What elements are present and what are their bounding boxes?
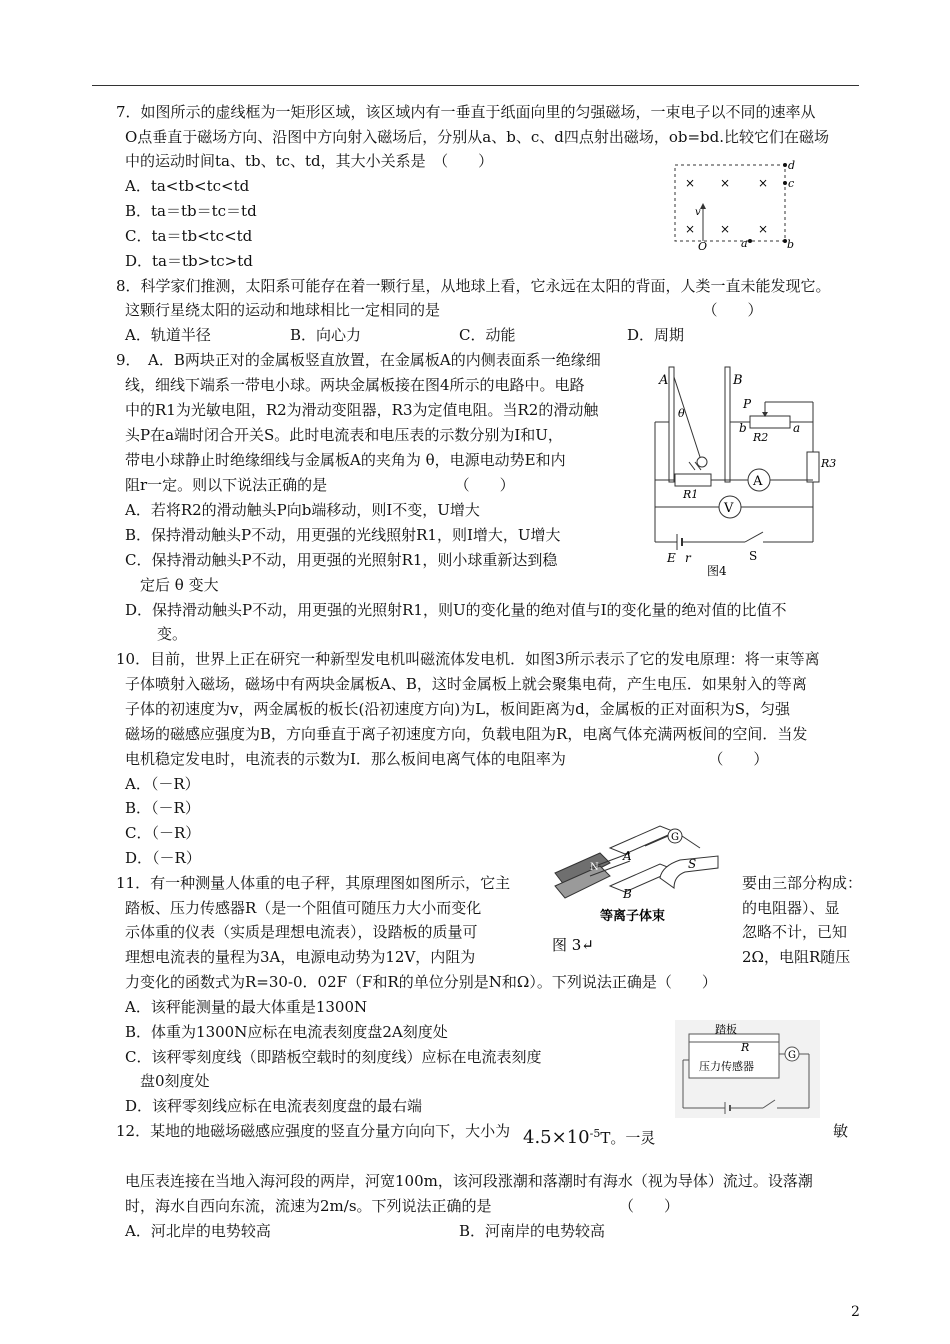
q11-right-line-4: 2Ω，电阻R随压: [742, 948, 851, 966]
svg-text:θ: θ: [678, 407, 685, 420]
q8-option-a: A．轨道半径: [125, 326, 211, 344]
svg-text:r: r: [685, 551, 691, 565]
svg-text:B: B: [623, 887, 632, 901]
q10-line-1: 10．目前，世界上正在研究一种新型发电机叫磁流体发电机．如图3所示表示了它的发电原理：将一束等离: [116, 650, 820, 668]
q12-line-3: 时，海水自西向东流，流速为2m/s。下列说法正确的是 （ ）: [125, 1197, 680, 1215]
q7-magnetic-field-figure: [665, 155, 800, 250]
q10-line-4: 磁场的磁感应强度为B，方向垂直于离子初速度方向，负载电阻为R，电离气体充满两板间的空间．当发: [125, 725, 808, 743]
q12-line-1-tail: 敏: [833, 1122, 849, 1140]
svg-text:×: ×: [685, 222, 696, 236]
q11-right-line-3: 忽略不计，已知: [742, 923, 848, 941]
q8-line-1: 8．科学家们推测，太阳系可能存在着一颗行星，从地球上看，它永远在太阳的背面，人类一直未能发现它。: [116, 277, 831, 295]
svg-text:G: G: [788, 1050, 796, 1061]
q12-option-a: A．河北岸的电势较高: [125, 1222, 271, 1240]
svg-text:A: A: [659, 373, 669, 388]
q9-line-2: 线，细线下端系一带电小球。两块金属板接在图4所示的电路中。电路: [125, 376, 585, 394]
q7-option-a: A．ta<tb<tc<td: [125, 177, 250, 195]
q9-option-a: A．若将R2的滑动触头P向b端移动，则I不变，U增大: [125, 501, 480, 519]
svg-text:等离子体束: 等离子体束: [600, 909, 666, 924]
svg-text:a: a: [741, 237, 748, 250]
svg-text:b: b: [787, 238, 795, 250]
q10-option-b: B．（－R）: [125, 799, 200, 817]
svg-text:R2: R2: [753, 431, 769, 444]
svg-text:N: N: [590, 862, 599, 873]
svg-text:×: ×: [685, 176, 696, 190]
q11-option-b: B．体重为1300N应标在电流表刻度盘2A刻度处: [125, 1023, 448, 1041]
q9-line-1: 9． A．B两块正对的金属板竖直放置，在金属板A的内侧表面系一绝缘细: [116, 351, 601, 369]
svg-text:图 3↵: 图 3↵: [552, 936, 594, 954]
q11-option-c-cont: 盘0刻度处: [140, 1072, 210, 1090]
q11-option-c: C．该秤零刻度线（即踏板空载时的刻度线）应标在电流表刻度: [125, 1048, 542, 1066]
header-rule: [92, 85, 859, 86]
q12-option-b: B．河南岸的电势较高: [459, 1222, 606, 1240]
q8-line-2: 这颗行星绕太阳的运动和地球相比一定相同的是 （ ）: [125, 301, 763, 319]
svg-text:A: A: [753, 474, 763, 489]
svg-text:R1: R1: [683, 488, 699, 501]
q7-line-2: O点垂直于磁场方向、沿图中方向射入磁场后，分别从a、b、c、d四点射出磁场，ob=bd.比较它们在磁场: [125, 128, 830, 146]
svg-text:×: ×: [720, 222, 731, 236]
svg-text:R: R: [741, 1041, 750, 1054]
q10-option-a: A．（－R）: [125, 775, 200, 793]
q11-line-5: 力变化的函数式为R=30-0．02F（F和R的单位分别是N和Ω）。下列说法正确是（ ）: [125, 973, 717, 991]
q10-option-c: C．（－R）: [125, 824, 201, 842]
q9-option-d-cont: 变。: [157, 625, 188, 643]
q9-line-3: 中的R1为光敏电阻，R2为滑动变阻器，R3为定值电阻。当R2的滑动触: [125, 401, 599, 419]
q11-left-line-4: 理想电流表的量程为3A，电源电动势为12V，内阻为: [125, 948, 476, 966]
svg-text:E: E: [667, 551, 676, 565]
svg-text:V: V: [724, 501, 734, 516]
q11-right-line-1: 要由三部分构成：: [742, 874, 863, 892]
svg-text:A: A: [623, 849, 632, 863]
q11-option-a: A．该秤能测量的最大体重是1300N: [125, 998, 368, 1016]
svg-text:d: d: [788, 159, 796, 172]
q12-line-1-prefix: 12．某地的地磁场磁感应强度的竖直分量方向向下，大小为: [116, 1122, 511, 1140]
q10-line-3: 子体的初速度为v，两金属板的板长(沿初速度方向)为L，板间距离为d，金属板的正对面积为S，匀强: [125, 700, 791, 718]
svg-text:G: G: [671, 832, 679, 843]
svg-text:c: c: [788, 177, 795, 190]
q11-left-line-2: 踏板、压力传感器R（是一个阻值可随压力大小而变化: [125, 899, 482, 917]
svg-text:×: ×: [758, 222, 769, 236]
svg-text:压力传感器: 压力传感器: [699, 1060, 754, 1073]
svg-text:×: ×: [720, 176, 731, 190]
q11-left-line-3: 示体重的仪表（实质是理想电流表），设踏板的质量可: [125, 923, 478, 941]
q8-option-c: C．动能: [459, 326, 516, 344]
q7-option-d: D．ta＝tb>tc>td: [125, 252, 253, 270]
svg-text:S: S: [688, 857, 697, 871]
q12-line-2: 电压表连接在当地入海河段的两岸，河宽100m，该河段涨潮和落潮时有海水（视为导体）流过。设落潮: [125, 1172, 813, 1190]
q8-option-b: B．向心力: [290, 326, 362, 344]
svg-text:图4: 图4: [707, 564, 727, 577]
q9-option-d: D．保持滑动触头P不动，用更强的光照射R1，则U的变化量的绝对值与I的变化量的绝对值的比值不: [125, 601, 787, 619]
svg-text:b: b: [739, 421, 747, 435]
q9-line-6: 阻r一定。则以下说法正确的是 （ ）: [125, 476, 515, 494]
q12-value: $4.5\times 10^{-5}T$。一灵: [523, 1127, 656, 1148]
svg-text:×: ×: [758, 176, 769, 190]
q11-option-d: D．该秤零刻线应标在电流表刻度盘的最右端: [125, 1097, 423, 1115]
svg-text:S: S: [749, 549, 758, 563]
q7-line-3: 中的运动时间ta、tb、tc、td，其大小关系是 （ ）: [125, 152, 494, 170]
svg-text:v: v: [695, 207, 701, 218]
q9-option-c-cont: 定后 θ 变大: [140, 576, 219, 594]
q7-option-c: C．ta＝tb<tc<td: [125, 227, 253, 245]
svg-text:B: B: [733, 373, 743, 388]
q7-option-b: B．ta＝tb＝tc＝td: [125, 202, 257, 220]
q10-line-5: 电机稳定发电时，电流表的示数为I．那么板间电离气体的电阻率为 （ ）: [125, 750, 769, 768]
q10-line-2: 子体喷射入磁场，磁场中有两块金属板A、B，这时金属板上就会聚集电荷，产生电压．如果射入的等离: [125, 675, 807, 693]
q11-left-line-1: 11．有一种测量人体重的电子秤，其原理图如图所示，它主: [116, 874, 511, 892]
q9-option-b: B．保持滑动触头P不动，用更强的光线照射R1，则I增大，U增大: [125, 526, 561, 544]
q9-line-5: 带电小球静止时绝缘细线与金属板A的夹角为 θ，电源电动势E和内: [125, 451, 566, 469]
page-number: 2: [851, 1304, 860, 1320]
q11-right-line-2: 的电阻器）、显: [742, 899, 840, 917]
svg-text:踏板: 踏板: [715, 1023, 737, 1036]
q8-option-d: D．周期: [627, 326, 685, 344]
q9-line-4: 头P在a端时闭合开关S。此时电流表和电压表的示数分别为I和U，: [125, 426, 563, 444]
svg-text:R3: R3: [821, 457, 837, 470]
svg-text:a: a: [793, 421, 801, 435]
svg-text:P: P: [743, 397, 752, 411]
q11-scale-circuit-figure: [675, 1020, 820, 1118]
svg-text:O: O: [698, 240, 708, 250]
q7-line-1: 7．如图所示的虚线框为一矩形区域，该区域内有一垂直于纸面向里的匀强磁场，一束电子以不同的速率从: [116, 103, 816, 121]
q9-circuit-figure: [645, 362, 850, 577]
q9-option-c: C．保持滑动触头P不动，用更强的光照射R1，则小球重新达到稳: [125, 551, 558, 569]
q10-option-d: D．（－R）: [125, 849, 201, 867]
q10-mhd-generator-figure: [550, 818, 728, 956]
